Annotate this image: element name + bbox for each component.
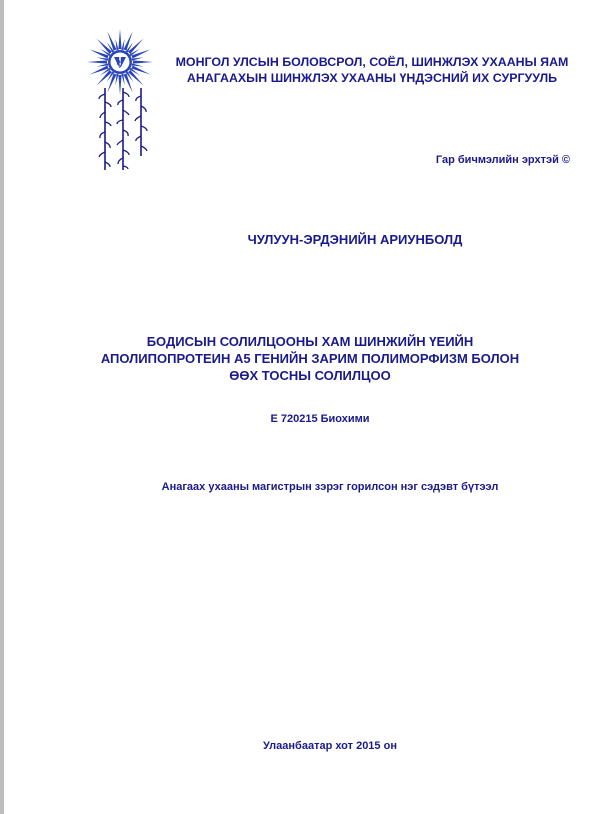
author-name: ЧУЛУУН-ЭРДЭНИЙН АРИУНБОЛД — [247, 232, 463, 247]
specialty-code: Е 720215 Биохими — [270, 413, 370, 425]
page-edge — [0, 0, 4, 814]
mongolian-script-column-3 — [132, 86, 150, 172]
thesis-title — [100, 333, 520, 384]
header — [160, 54, 584, 86]
thesis-title-line-3: ӨӨХ ТОСНЫ СОЛИЛЦОО — [229, 368, 391, 383]
place-and-year: Улаанбаатар хот 2015 он — [263, 740, 397, 752]
thesis-title-line-2: АПОЛИПОПРОТЕИН А5 ГЕНИЙН ЗАРИМ ПОЛИМОРФИЗМ БОЛОН — [100, 351, 520, 366]
mongolian-script-column-1 — [96, 86, 114, 172]
university-name: АНАГААХЫН ШИНЖЛЭХ УХААНЫ ҮНДЭСНИЙ ИХ СУРГУУЛЬ — [186, 71, 558, 85]
degree-statement: Анагаах ухааны магистрын зэрэг горилсон нэг сэдэвт бүтээл — [161, 481, 499, 493]
mongolian-script-column-2 — [114, 86, 132, 172]
ministry-name: МОНГОЛ УЛСЫН БОЛОВСРОЛ, СОЁЛ, ШИНЖЛЭХ УХААНЫ ЯАМ — [175, 55, 569, 69]
thesis-title-line-1: БОДИСЫН СОЛИЛЦООНЫ ХАМ ШИНЖИЙН ҮЕИЙН — [146, 334, 474, 349]
copyright-notice: Гар бичмэлийн эрхтэй © — [435, 154, 570, 166]
